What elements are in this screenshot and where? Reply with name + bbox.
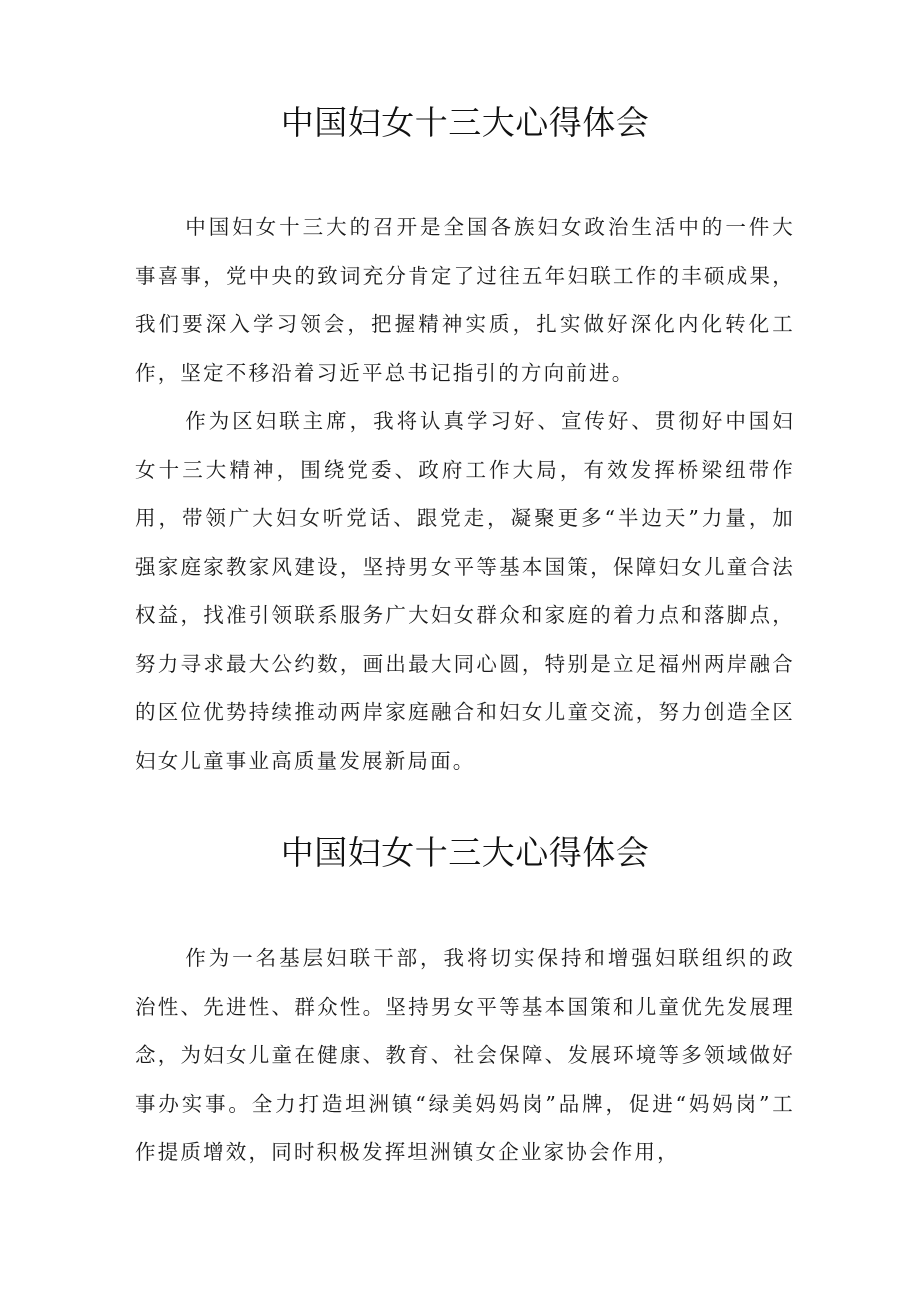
article-title: 中国妇女十三大心得体会 <box>280 833 650 872</box>
article-body <box>135 203 795 785</box>
article-title: 中国妇女十三大心得体会 <box>280 103 650 142</box>
paragraph: 作为区妇联主席，我将认真学习好、宣传好、贯彻好中国妇女十三大精神，围绕党委、政府工作大局，有效发挥桥梁纽带作用，带领广大妇女听党话、跟党走，凝聚更多“半边天”力量，加强家庭家教家风建设，坚持男女平等基本国策，保障妇女儿童合法权益，找准引领联系服务广大妇女群众和家庭的着力点和落脚点，努力寻求最大公约数，画出最大同心圆，特别是立足福州两岸融合的区位优势持续推动两岸家庭融合和妇女儿童交流，努力创造全区妇女儿童事业高质量发展新局面。 <box>135 409 795 773</box>
article-section-1 <box>135 100 795 785</box>
paragraph: 作为一名基层妇联干部，我将切实保持和增强妇联组织的政治性、先进性、群众性。坚持男女平等基本国策和儿童优先发展理念，为妇女儿童在健康、教育、社会保障、发展环境等多领域做好事办实事。全力打造坦洲镇“绿美妈妈岗”品牌，促进“妈妈岗”工作提质增效，同时积极发挥坦洲镇女企业家协会作用， <box>135 946 795 1164</box>
article-section-2 <box>135 830 795 1177</box>
article-body <box>135 934 795 1177</box>
paragraph: 中国妇女十三大的召开是全国各族妇女政治生活中的一件大事喜事，党中央的致词充分肯定了过往五年妇联工作的丰硕成果，我们要深入学习领会，把握精神实质，扎实做好深化内化转化工作，坚定不移沿着习近平总书记指引的方向前进。 <box>135 215 795 385</box>
